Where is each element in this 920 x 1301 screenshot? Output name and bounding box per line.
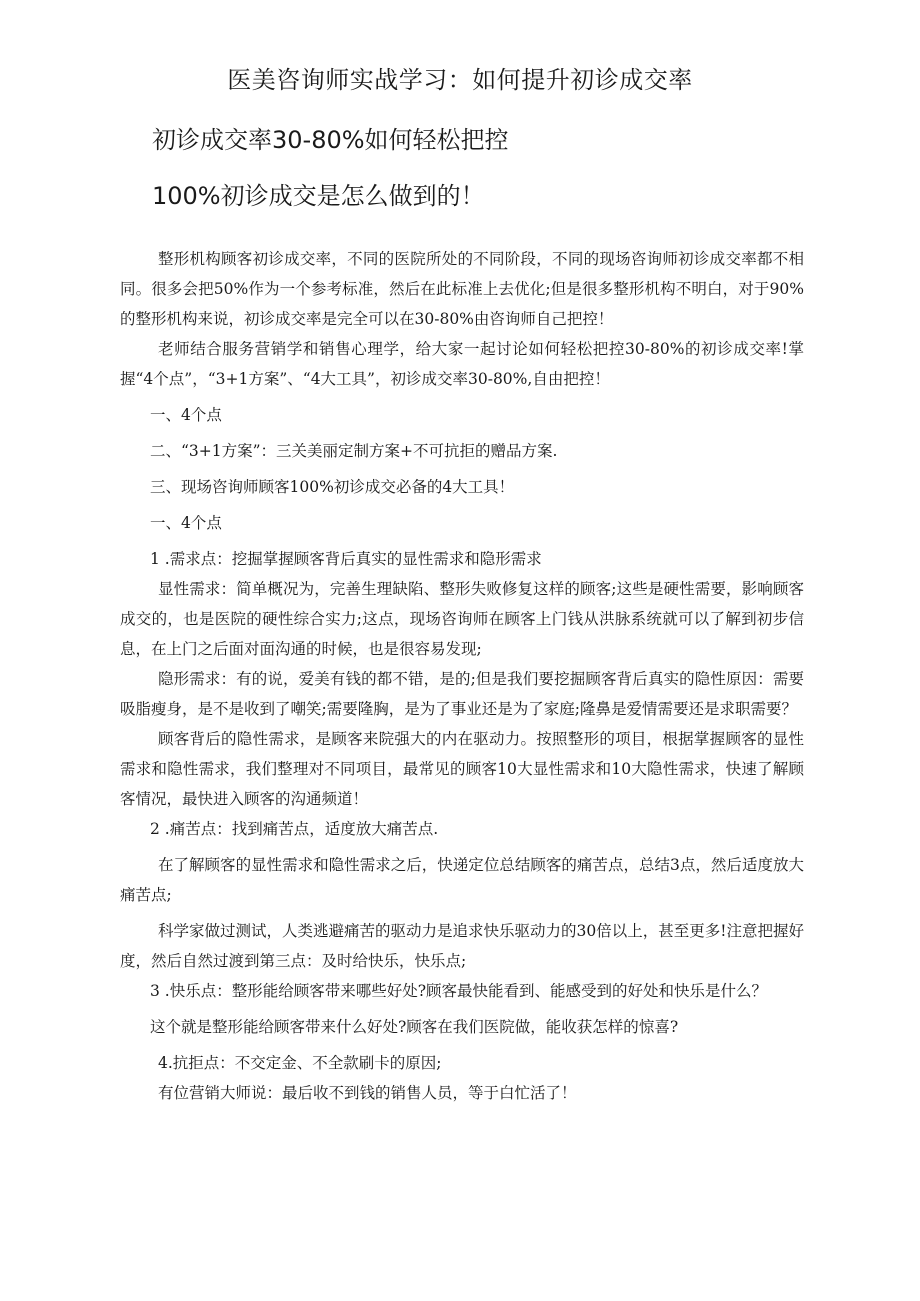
paragraph-implicit-drive: 顾客背后的隐性需求，是顾客来院强大的内在驱动力。按照整形的项目，根据掌握顾客的显性需求和隐性需求，我们整理对不同项目，最常见的顾客10大显性需求和10大隐性需求，快速了解顾客情况，最快进入顾客的沟通频道！ bbox=[120, 730, 804, 808]
subtitle-full-conversion: 100%初诊成交是怎么做到的！ bbox=[152, 182, 485, 210]
paragraph-science-test: 科学家做过测试，人类逃避痛苦的驱动力是追求快乐驱动力的30倍以上，甚至更多!注意把握好度，然后自然过渡到第三点：及时给快乐，快乐点; bbox=[120, 922, 804, 970]
point-3-joy: 3 .快乐点：整形能给顾客带来哪些好处?顾客最快能看到、能感受到的好处和快乐是什么？ bbox=[150, 982, 768, 1000]
outline-item-3: 三、现场咨询师顾客100%初诊成交必备的4大工具！ bbox=[150, 478, 515, 496]
paragraph-explicit-demand: 显性需求：简单概况为，完善生理缺陷、整形失败修复这样的顾客;这些是硬性需要，影响顾客成交的，也是医院的硬性综合实力;这点，现场咨询师在顾客上门钱从洪脉系统就可以了解到初步信息，在上门之后面对面沟通的时候，也是很容易发现; bbox=[120, 580, 804, 658]
outline-item-2: 二、“3+1方案”：三关美丽定制方案+不可抗拒的赠品方案. bbox=[150, 442, 558, 460]
document-body bbox=[120, 244, 804, 1108]
point-1-demand: 1 .需求点：挖掘掌握顾客背后真实的显性需求和隐形需求 bbox=[150, 550, 542, 568]
paragraph-teacher: 老师结合服务营销学和销售心理学，给大家一起讨论如何轻松把控30-80%的初诊成交率!掌握“4个点”，“3+1方案”、“4大工具”，初诊成交率30-80%,自由把控！ bbox=[120, 340, 804, 388]
paragraph-implicit-demand: 隐形需求：有的说，爱美有钱的都不错，是的;但是我们要挖掘顾客背后真实的隐性原因：需要吸脂瘦身，是不是收到了嘲笑;需要隆胸，是为了事业还是为了家庭;隆鼻是爱情需要还是求职需要？ bbox=[120, 670, 804, 718]
paragraph-intro: 整形机构顾客初诊成交率，不同的医院所处的不同阶段，不同的现场咨询师初诊成交率都不相同。很多会把50%作为一个参考标准，然后在此标准上去优化;但是很多整形机构不明白，对于90%的整形机构来说，初诊成交率是完全可以在30-80%由咨询师自己把控！ bbox=[120, 250, 804, 328]
paragraph-benefit: 这个就是整形能给顾客带来什么好处?顾客在我们医院做，能收获怎样的惊喜? bbox=[150, 1018, 679, 1036]
subtitle-conversion-rate: 初诊成交率30-80%如何轻松把控 bbox=[152, 126, 509, 154]
document-title: 医美咨询师实战学习：如何提升初诊成交率 bbox=[227, 66, 693, 94]
outline-item-1: 一、4个点 bbox=[150, 406, 222, 424]
point-4-resistance: 4.抗拒点：不交定金、不全款刷卡的原因; bbox=[158, 1054, 442, 1072]
point-2-pain: 2 .痛苦点：找到痛苦点，适度放大痛苦点. bbox=[150, 820, 439, 838]
paragraph-pain-detail: 在了解顾客的显性需求和隐性需求之后，快递定位总结顾客的痛苦点，总结3点，然后适度放大痛苦点; bbox=[120, 856, 804, 904]
section-heading-4-points: 一、4个点 bbox=[150, 514, 222, 532]
paragraph-sales-master: 有位营销大师说：最后收不到钱的销售人员，等于白忙活了！ bbox=[158, 1084, 577, 1102]
